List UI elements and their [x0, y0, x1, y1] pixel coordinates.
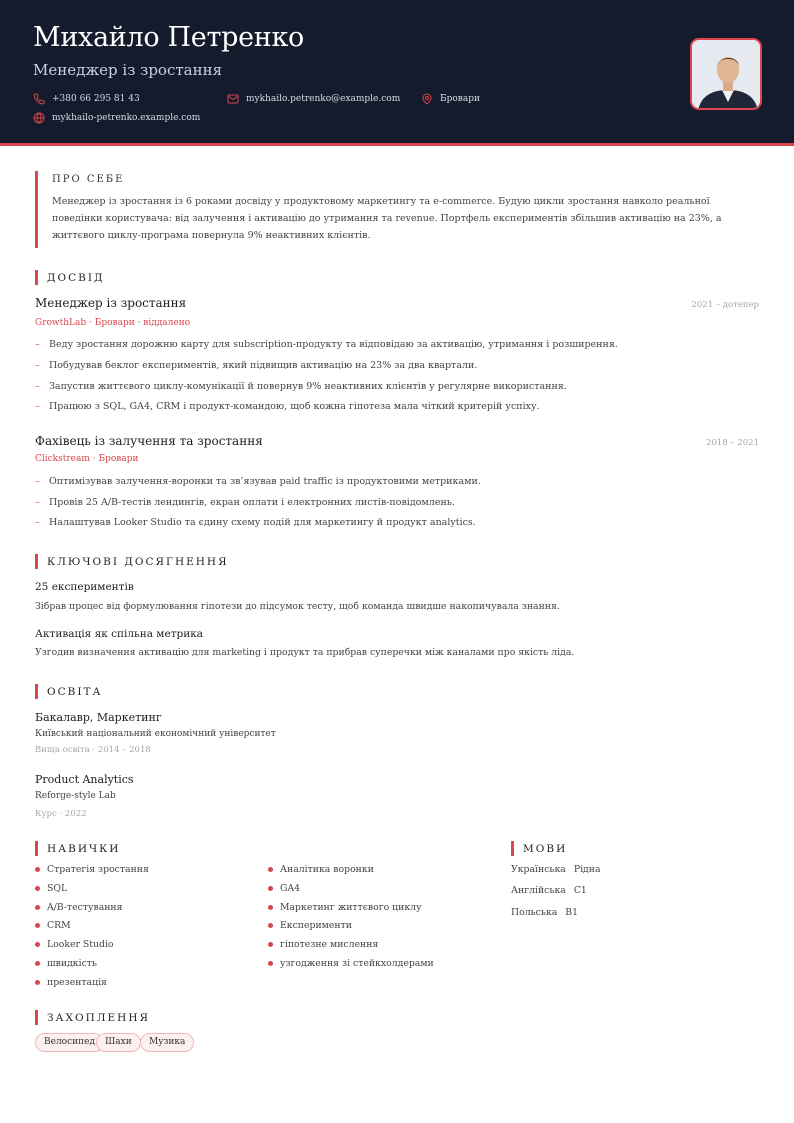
bullet-dot-icon [35, 923, 40, 928]
skill-item [268, 883, 300, 894]
header-accent-rule [0, 143, 794, 146]
achievement-title: 25 експериментів [35, 581, 134, 593]
contact-email-text: mykhailo.petrenko@example.com [246, 94, 401, 104]
job-bullet-text: Оптимізував залучення-воронки та зв’язував paid traffic із продуктовими метриками. [49, 476, 481, 487]
job-bullet-text: Побудував беклог експериментів, який підвищив активацію на 23% за два квартали. [49, 360, 478, 371]
skill-label: Експерименти [280, 920, 352, 931]
section-accent-bar [35, 554, 38, 569]
language-name: Українська [511, 864, 566, 875]
skill-label: узгодження зі стейкхолдерами [280, 958, 434, 969]
job-date: 2021 – дотепер [691, 300, 759, 310]
education-meta: Курс · 2022 [35, 809, 87, 819]
job-bullet: – Налаштував Looker Studio та єдину схему подій для маркетингу й продукт analytics. [35, 517, 476, 528]
bullet-dot-icon [35, 867, 40, 872]
profile-photo [690, 38, 762, 110]
education-degree: Product Analytics [35, 773, 134, 786]
skill-label: GA4 [280, 883, 301, 894]
job-meta: GrowthLab · Бровари · віддалено [35, 318, 191, 328]
section-accent-bar [511, 841, 514, 856]
contact-phone-text: +380 66 295 81 43 [52, 94, 140, 104]
contact-location [421, 93, 480, 105]
skill-label: A/B-тестування [47, 902, 123, 913]
candidate-role: Менеджер із зростання [33, 61, 223, 79]
skill-label: Маркетинг життєвого циклу [280, 902, 422, 913]
contact-location-text: Бровари [440, 94, 480, 104]
experience-heading-text: ДОСВІД [47, 271, 105, 284]
education-meta: Вища освіта · 2014 – 2018 [35, 745, 151, 755]
skill-item [268, 939, 378, 950]
job-bullet-text: Запустив життєвого циклу-комунікації й повернув 9% неактивних клієнтів у регулярне використання. [49, 381, 567, 392]
achievement-title: Активація як спільна метрика [35, 628, 204, 640]
globe-icon [33, 112, 45, 124]
job-bullet: – Запустив життєвого циклу-комунікації й повернув 9% неактивних клієнтів у регулярне використання. [35, 381, 567, 392]
skill-item [35, 902, 123, 913]
language-item [511, 907, 578, 918]
job-date: 2018 – 2021 [706, 438, 759, 448]
phone-icon [33, 93, 45, 105]
job-title: Менеджер із зростання [35, 296, 187, 310]
language-level: C1 [573, 885, 587, 896]
job-bullet: – Працюю з SQL, GA4, CRM і продукт-командою, щоб кожна гіпотеза мала чіткий критерій успіху. [35, 401, 540, 412]
skill-item [268, 864, 374, 875]
contact-website-text: mykhailo-petrenko.example.com [52, 113, 201, 123]
achievement-text: Узгодив визначення активацію для marketing і продукт та прибрав суперечки між каналами про якість ліда. [35, 647, 575, 658]
bullet-dot-icon [35, 905, 40, 910]
experience-heading [35, 270, 105, 285]
languages-heading [511, 841, 567, 856]
skill-item [35, 864, 149, 875]
skill-item [35, 977, 107, 988]
section-accent-bar [35, 684, 38, 699]
education-school: Reforge-style Lab [35, 791, 116, 801]
skill-label: гіпотезне мислення [280, 939, 379, 950]
candidate-name: Михайло Петренко [33, 22, 305, 53]
education-school: Київський національний економічний університет [35, 729, 276, 739]
skill-label: Looker Studio [47, 939, 114, 950]
education-heading [35, 684, 102, 699]
skill-item [35, 958, 97, 969]
skill-label: швидкість [47, 958, 97, 969]
skill-label: Аналітика воронки [280, 864, 374, 875]
about-title: ПРО СЕБЕ [52, 174, 125, 185]
language-level: Рідна [573, 864, 601, 875]
language-name: Польська [511, 907, 558, 918]
bullet-dot-icon [268, 886, 273, 891]
skill-item [268, 958, 434, 969]
language-name: Англійська [511, 885, 566, 896]
hobbies-heading [35, 1010, 150, 1025]
bullet-dot-icon [35, 886, 40, 891]
job-bullet: – Побудував беклог експериментів, який підвищив активацію на 23% за два квартали. [35, 360, 478, 371]
skill-item [35, 939, 114, 950]
achievements-heading [35, 554, 229, 569]
job-meta: Clickstream · Бровари [35, 454, 139, 464]
job-bullet: – Оптимізував залучення-воронки та зв’язував paid traffic із продуктовими метриками. [35, 476, 481, 487]
achievements-heading-text: КЛЮЧОВІ ДОСЯГНЕННЯ [47, 555, 229, 568]
language-level: B1 [565, 907, 579, 918]
bullet-dot-icon [35, 961, 40, 966]
job-bullet-text: Працюю з SQL, GA4, CRM і продукт-командою, щоб кожна гіпотеза мала чіткий критерій успіху. [49, 401, 540, 412]
achievement-text: Зібрав процес від формулювання гіпотези до підсумок тесту, щоб команда швидше накопичувала знання. [35, 601, 560, 612]
bullet-dot-icon [268, 942, 273, 947]
bullet-dot-icon [268, 867, 273, 872]
section-accent-bar [35, 841, 38, 856]
hobby-chip: Велосипед [35, 1033, 104, 1052]
languages-heading-text: МОВИ [523, 842, 568, 855]
job-bullet-text: Провів 25 A/B-тестів лендингів, екран оплати і електронних листів-повідомлень. [49, 497, 455, 508]
about-text: Менеджер із зростання із 6 роками досвіду у продуктовому маркетингу та e-commerce. Будую цикли зростання навколо реальної поведінки користувача: від залучення і активацію до утримання та revenue. Портфель експериментів збільшив активацію на 23%, а життєвого циклу-програма повернула 9% неактивних клієнтів. [52, 196, 722, 241]
skill-item [35, 920, 71, 931]
language-item [511, 885, 587, 896]
profile-photo-image [692, 40, 762, 110]
skill-label: презентація [47, 977, 107, 988]
hobby-chip: Музика [140, 1033, 194, 1052]
bullet-dot-icon [268, 905, 273, 910]
contact-website[interactable] [33, 112, 200, 124]
hobbies-heading-text: ЗАХОПЛЕННЯ [47, 1011, 150, 1024]
language-item [511, 864, 601, 875]
bullet-dot-icon [268, 923, 273, 928]
contact-phone[interactable] [33, 93, 140, 105]
bullet-dot-icon [35, 980, 40, 985]
skill-label: SQL [47, 883, 68, 894]
job-bullet-text: Налаштував Looker Studio та єдину схему подій для маркетингу й продукт analytics. [49, 517, 476, 528]
skill-item [268, 902, 422, 913]
skills-heading [35, 841, 120, 856]
section-accent-bar [35, 270, 38, 285]
skill-label: Стратегія зростання [47, 864, 149, 875]
skill-item [268, 920, 352, 931]
job-bullet: – Веду зростання дорожню карту для subscription-продукту та відповідаю за активацію, утримання і розширення. [35, 339, 618, 350]
hobby-chip: Шахи [96, 1033, 141, 1052]
job-title: Фахівець із залучення та зростання [35, 434, 263, 448]
skill-label: CRM [47, 920, 71, 931]
location-pin-icon [421, 93, 433, 105]
education-heading-text: ОСВІТА [47, 685, 103, 698]
section-accent-bar [35, 1010, 38, 1025]
mail-icon [227, 93, 239, 105]
bullet-dot-icon [35, 942, 40, 947]
bullet-dot-icon [268, 961, 273, 966]
education-degree: Бакалавр, Маркетинг [35, 711, 162, 724]
job-bullet-text: Веду зростання дорожню карту для subscription-продукту та відповідаю за активацію, утримання і розширення. [49, 339, 618, 350]
job-bullet: – Провів 25 A/B-тестів лендингів, екран оплати і електронних листів-повідомлень. [35, 497, 455, 508]
about-section [35, 171, 759, 248]
skill-item [35, 883, 67, 894]
contact-email[interactable] [227, 93, 400, 105]
skills-heading-text: НАВИЧКИ [47, 842, 121, 855]
